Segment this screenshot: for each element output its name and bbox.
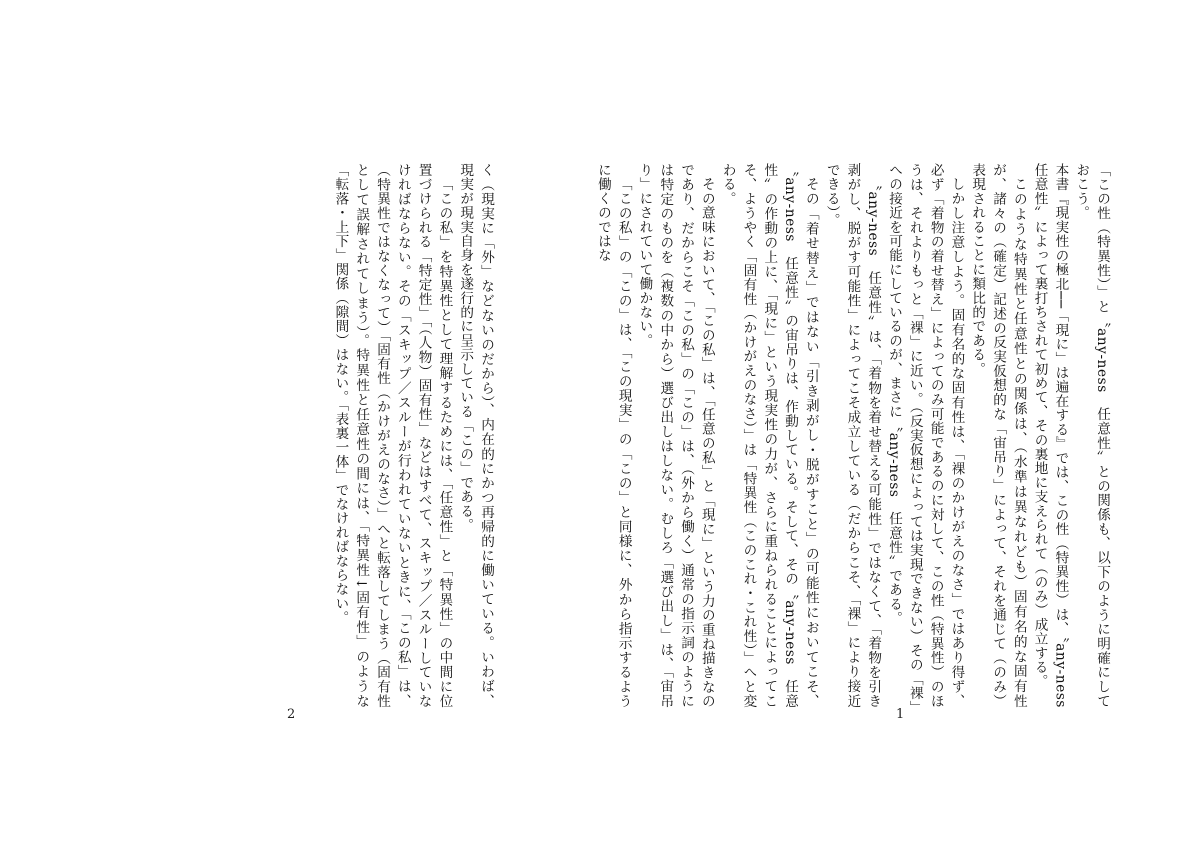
left-page-body xyxy=(246,163,496,708)
paragraph: 「この私」の「この」は、「この現実」の「この」と同様に、外から指示するように働くのではな xyxy=(594,163,632,708)
paragraph: その意味において、「この私」は、「任意の私」と「現に」という力の重ね描きなのであり、だからこそ「この私」の「この」は、（外から働く）通常の指示詞のようには特定のものを（複数の中から）選び出しはしない。むしろ「選び出し」は、「宙吊り」にされていて働かない。 xyxy=(636,163,715,708)
paragraph: このような特異性と任意性との関係は、（水準は異なれども）固有名的な固有性が、諸々の（確定）記述の反実仮想的な「宙吊り」によって、それを通じて（のみ）表現されることに類比的である。 xyxy=(969,163,1027,708)
paragraph: 「この私」を特異性として理解するためには、「任意性」と「特異性」の中間に位置づけられる「特定性」「（人物）固有性」などはすべて、スキップ／スルーしていなければならない。その「スキップ／スルーが行われていないときに、「この私」は、（特異性ではなくなって）「固有性（かけがえのなさ）」へと転落してしまう（固有性として誤解されてしまう）。特異性と任意性の間には、「特異性↓固有性」のような「転落・上下」関係（隙間）はない。「表裏一体」でなければならない。 xyxy=(332,163,453,708)
page-number: 1 xyxy=(896,707,905,722)
paragraph: その「着せ替え」ではない「引き剥がし・脱がすこと」の可能性においてこそ、〝any-ness 任意性〟の宙吊りは、作動している。そして、その〝any-ness 任意性〟の作動の上に、「現に」という現実性の力が、さらに重ねられることによってこそ、ようやく「固有性（かけがえのなさ）」は「特異性（このこれ・これ性）」へと変わる。 xyxy=(719,163,819,708)
right-page xyxy=(594,0,1200,847)
paragraph: しかし注意しよう。固有名的な固有性は、「裸のかけがえのなさ」ではあり得ず、必ず「着物の着せ替え」によってのみ可能であるのに対して、この性（特異性）のほうは、それよりもっと「裸」に近い。（反実仮想によっては実現できない）その「裸」への接近を可能にしているのが、まさに〝any-ness 任意性〟である。 xyxy=(886,163,965,708)
paragraph: 「この性（特異性）」と〝any-ness 任意性〟との関係も、以下のように明確にしておこう。 xyxy=(1073,163,1110,708)
page-number: 2 xyxy=(287,707,296,722)
paragraph: 本書『現実性の極北──「現に」は遍在する』では、この性（特異性）は、〝any-ness 任意性〟によって裏打ちされて初めて、その裏地に支えられて（のみ）成立する。 xyxy=(1031,163,1069,723)
right-page-body xyxy=(594,163,1112,723)
paragraph: 〝any-ness 任意性〟は、「着物を着せ替える可能性」ではなくて、「着物を引き剥がし、脱がす可能性」によってこそ成立している（だからこそ、「裸」により接近できる）。 xyxy=(823,163,882,708)
paragraph: く（現実に「外」などないのだから）、内在的にかつ再帰的に働いている。いわば、現実が現実自身を遂行的に呈示している「この」である。 xyxy=(457,163,494,708)
